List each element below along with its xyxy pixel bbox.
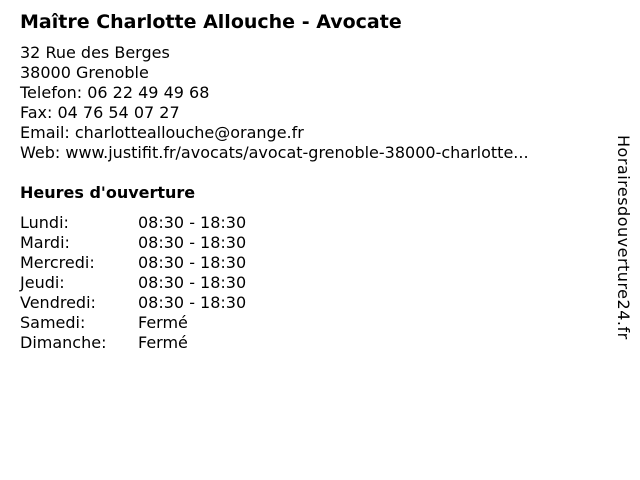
site-brand-vertical: Horairesdouverture24.fr — [614, 135, 633, 340]
time-value: 08:30 - 18:30 — [138, 273, 247, 292]
time-value: Fermé — [138, 313, 188, 332]
day-label: Mardi: — [20, 233, 70, 252]
day-label: Jeudi: — [20, 273, 65, 292]
hours-row-sunday — [20, 333, 246, 353]
opening-hours-heading: Heures d'ouverture — [20, 183, 196, 202]
fax-number: Fax: 04 76 54 07 27 — [20, 103, 180, 122]
time-value: 08:30 - 18:30 — [138, 293, 247, 312]
page-title: Maître Charlotte Allouche - Avocate — [20, 11, 402, 33]
address-street: 32 Rue des Berges — [20, 43, 170, 62]
email-address: Email: charlotteallouche@orange.fr — [20, 123, 304, 142]
hours-row-tuesday — [20, 233, 246, 253]
contact-info — [20, 43, 529, 163]
day-label: Vendredi: — [20, 293, 96, 312]
time-value: 08:30 - 18:30 — [138, 253, 247, 272]
day-label: Lundi: — [20, 213, 69, 232]
time-value: 08:30 - 18:30 — [138, 213, 247, 232]
day-label: Samedi: — [20, 313, 86, 332]
time-value: 08:30 - 18:30 — [138, 233, 247, 252]
time-value: Fermé — [138, 333, 188, 352]
hours-row-wednesday — [20, 253, 246, 273]
website-url: Web: www.justifit.fr/avocats/avocat-grenoble-38000-charlotte... — [20, 143, 529, 162]
opening-hours-table — [20, 213, 246, 353]
day-label: Dimanche: — [20, 333, 107, 352]
hours-row-friday — [20, 293, 246, 313]
day-label: Mercredi: — [20, 253, 95, 272]
hours-row-saturday — [20, 313, 246, 333]
hours-row-monday — [20, 213, 246, 233]
address-city: 38000 Grenoble — [20, 63, 149, 82]
phone-number: Telefon: 06 22 49 49 68 — [20, 83, 210, 102]
hours-row-thursday — [20, 273, 246, 293]
